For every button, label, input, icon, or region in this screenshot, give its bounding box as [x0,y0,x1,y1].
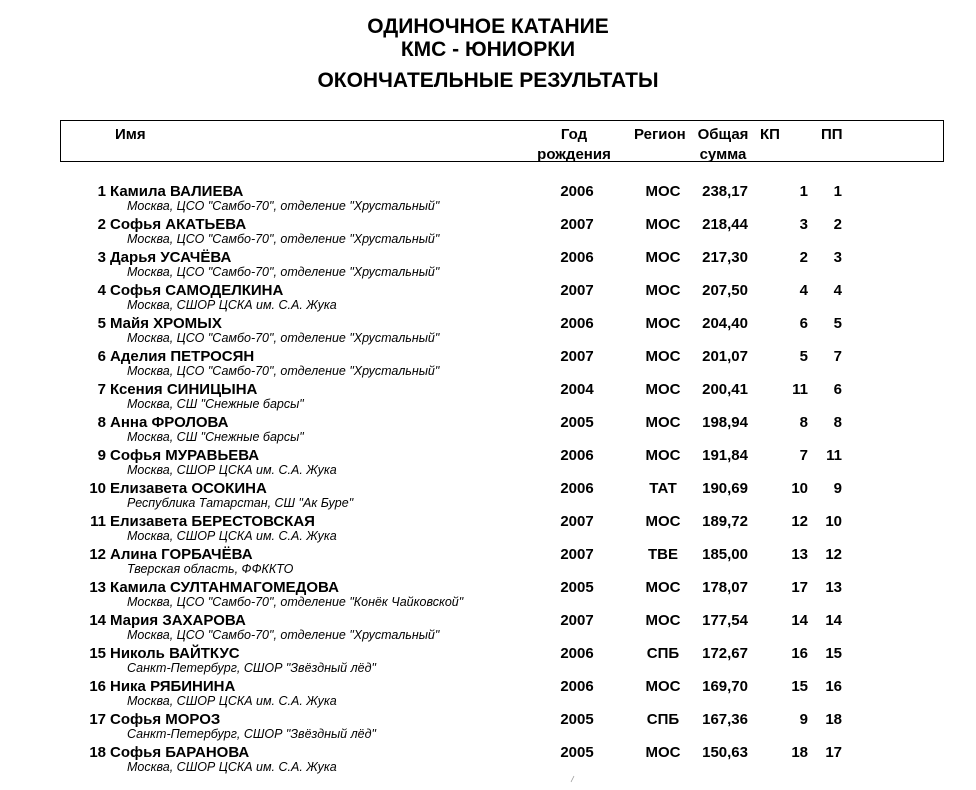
result-place: 12 [89,546,106,563]
result-row [0,579,976,612]
short-program-place: 4 [799,282,808,299]
birth-year: 2005 [560,414,594,431]
result-row [0,546,976,579]
result-place: 13 [89,579,106,596]
result-row [0,678,976,711]
total-score: 167,36 [702,711,748,728]
total-score: 201,07 [702,348,748,365]
header-name: Имя [115,126,146,143]
skater-name: Елизавета БЕРЕСТОВСКАЯ [110,513,315,530]
region-code: МОС [645,348,681,365]
free-skate-place: 15 [825,645,842,662]
short-program-place: 2 [799,249,808,266]
region-code: МОС [645,579,681,596]
total-score: 207,50 [702,282,748,299]
birth-year: 2006 [560,480,594,497]
skater-name: Софья АКАТЬЕВА [110,216,247,233]
region-code: МОС [645,216,681,233]
short-program-place: 14 [791,612,808,629]
skater-name: Аделия ПЕТРОСЯН [110,348,255,365]
total-score: 178,07 [702,579,748,596]
short-program-place: 12 [791,513,808,530]
header-region: Регион [634,126,686,143]
region-code: МОС [645,249,681,266]
short-program-place: 15 [791,678,808,695]
title-final-results: ОКОНЧАТЕЛЬНЫЕ РЕЗУЛЬТАТЫ [317,69,659,92]
free-skate-place: 10 [825,513,842,530]
scan-mark [570,775,576,783]
skater-name: Ника РЯБИНИНА [110,678,236,695]
birth-year: 2006 [560,249,594,266]
result-place: 16 [89,678,106,695]
header-total-line1: Общая [697,126,749,143]
free-skate-place: 11 [826,447,842,464]
skater-club: Санкт-Петербург, СШОР "Звёздный лёд" [127,661,376,675]
skater-club: Москва, ЦСО "Самбо-70", отделение "Конёк Чайковской" [127,595,464,609]
birth-year: 2007 [560,612,594,629]
short-program-place: 16 [791,645,808,662]
total-score: 177,54 [702,612,748,629]
result-row [0,216,976,249]
skater-name: Камила СУЛТАНМАГОМЕДОВА [110,579,339,596]
skater-name: Софья САМОДЕЛКИНА [110,282,284,299]
region-code: МОС [645,678,681,695]
free-skate-place: 16 [825,678,842,695]
result-row [0,183,976,216]
region-code: МОС [645,282,681,299]
skater-club: Москва, ЦСО "Самбо-70", отделение "Хрустальный" [127,265,440,279]
header-year-line2: рождения [537,146,611,163]
result-row [0,645,976,678]
birth-year: 2004 [560,381,594,398]
skater-name: Анна ФРОЛОВА [110,414,229,431]
result-place: 7 [97,381,106,398]
region-code: МОС [645,183,681,200]
skater-club: Москва, СШ "Снежные барсы" [127,430,304,444]
skater-name: Софья МУРАВЬЕВА [110,447,260,464]
short-program-place: 3 [799,216,808,233]
result-place: 1 [97,183,106,200]
free-skate-place: 13 [825,579,842,596]
result-row [0,447,976,480]
free-skate-place: 2 [833,216,842,233]
birth-year: 2005 [560,744,594,761]
free-skate-place: 5 [833,315,842,332]
result-place: 15 [89,645,106,662]
skater-club: Москва, ЦСО "Самбо-70", отделение "Хрустальный" [127,232,440,246]
region-code: МОС [645,513,681,530]
result-row [0,744,976,777]
region-code: МОС [645,447,681,464]
result-row [0,480,976,513]
result-row [0,249,976,282]
result-place: 6 [97,348,106,365]
result-row [0,414,976,447]
free-skate-place: 3 [833,249,842,266]
short-program-place: 5 [799,348,808,365]
free-skate-place: 6 [833,381,842,398]
table-header [60,120,944,162]
title-discipline: ОДИНОЧНОЕ КАТАНИЕ [367,15,609,38]
birth-year: 2006 [560,678,594,695]
skater-club: Москва, СШОР ЦСКА им. С.А. Жука [127,298,337,312]
birth-year: 2007 [560,513,594,530]
region-code: ТАТ [649,480,677,497]
result-place: 14 [89,612,106,629]
result-place: 9 [97,447,106,464]
birth-year: 2007 [560,216,594,233]
region-code: СПБ [646,645,680,662]
short-program-place: 6 [799,315,808,332]
region-code: МОС [645,315,681,332]
skater-club: Москва, СШОР ЦСКА им. С.А. Жука [127,463,337,477]
free-skate-place: 8 [833,414,842,431]
result-place: 5 [97,315,106,332]
skater-name: Майя ХРОМЫХ [110,315,222,332]
header-kp: КП [760,126,780,143]
total-score: 172,67 [702,645,748,662]
result-row [0,381,976,414]
skater-name: Камила ВАЛИЕВА [110,183,244,200]
total-score: 189,72 [702,513,748,530]
skater-club: Москва, СШОР ЦСКА им. С.А. Жука [127,760,337,774]
free-skate-place: 12 [825,546,842,563]
short-program-place: 13 [791,546,808,563]
result-place: 10 [89,480,106,497]
total-score: 200,41 [702,381,748,398]
skater-name: Алина ГОРБАЧЁВА [110,546,253,563]
birth-year: 2006 [560,183,594,200]
birth-year: 2007 [560,282,594,299]
skater-club: Санкт-Петербург, СШОР "Звёздный лёд" [127,727,376,741]
result-place: 11 [90,513,106,530]
region-code: СПБ [646,711,680,728]
birth-year: 2007 [560,348,594,365]
short-program-place: 9 [799,711,808,728]
birth-year: 2006 [560,447,594,464]
skater-name: Николь ВАЙТКУС [110,645,240,662]
skater-club: Москва, ЦСО "Самбо-70", отделение "Хрустальный" [127,199,440,213]
short-program-place: 8 [799,414,808,431]
skater-club: Республика Татарстан, СШ "Ак Буре" [127,496,354,510]
birth-year: 2006 [560,645,594,662]
result-row [0,711,976,744]
birth-year: 2005 [560,711,594,728]
total-score: 191,84 [702,447,748,464]
free-skate-place: 4 [833,282,842,299]
result-place: 8 [97,414,106,431]
skater-name: Дарья УСАЧЁВА [110,249,232,266]
free-skate-place: 1 [833,183,842,200]
region-code: МОС [645,744,681,761]
result-row [0,282,976,315]
region-code: МОС [645,381,681,398]
result-place: 18 [89,744,106,761]
skater-club: Москва, СШОР ЦСКА им. С.А. Жука [127,529,337,543]
region-code: МОС [645,414,681,431]
result-place: 17 [89,711,106,728]
region-code: МОС [645,612,681,629]
header-year [531,125,617,165]
free-skate-place: 18 [825,711,842,728]
total-score: 238,17 [702,183,748,200]
result-place: 3 [97,249,106,266]
result-row [0,348,976,381]
result-row [0,513,976,546]
result-row [0,612,976,645]
result-row [0,315,976,348]
short-program-place: 18 [791,744,808,761]
free-skate-place: 14 [825,612,842,629]
skater-club: Москва, ЦСО "Самбо-70", отделение "Хрустальный" [127,331,440,345]
skater-name: Софья МОРОЗ [110,711,221,728]
results-list [0,183,976,777]
skater-name: Елизавета ОСОКИНА [110,480,267,497]
skater-club: Москва, ЦСО "Самбо-70", отделение "Хрустальный" [127,364,440,378]
skater-club: Москва, СШ "Снежные барсы" [127,397,304,411]
result-place: 4 [97,282,106,299]
total-score: 204,40 [702,315,748,332]
header-total-line2: сумма [699,146,747,163]
free-skate-place: 7 [833,348,842,365]
total-score: 198,94 [702,414,748,431]
birth-year: 2007 [560,546,594,563]
total-score: 190,69 [702,480,748,497]
total-score: 217,30 [702,249,748,266]
free-skate-place: 9 [833,480,842,497]
short-program-place: 17 [791,579,808,596]
skater-name: Ксения СИНИЦЫНА [110,381,258,398]
short-program-place: 10 [791,480,808,497]
header-total [693,125,753,165]
total-score: 150,63 [702,744,748,761]
free-skate-place: 17 [825,744,842,761]
short-program-place: 7 [799,447,808,464]
skater-club: Москва, СШОР ЦСКА им. С.А. Жука [127,694,337,708]
skater-name: Мария ЗАХАРОВА [110,612,246,629]
short-program-place: 11 [792,381,808,398]
skater-club: Тверская область, ФФККТО [127,562,294,576]
total-score: 169,70 [702,678,748,695]
skater-name: Софья БАРАНОВА [110,744,250,761]
total-score: 218,44 [702,216,748,233]
header-pp: ПП [821,126,843,143]
skater-club: Москва, ЦСО "Самбо-70", отделение "Хрустальный" [127,628,440,642]
short-program-place: 1 [799,183,808,200]
birth-year: 2006 [560,315,594,332]
result-place: 2 [97,216,106,233]
header-year-line1: Год [560,126,588,143]
title-category: КМС - ЮНИОРКИ [400,38,576,61]
total-score: 185,00 [702,546,748,563]
birth-year: 2005 [560,579,594,596]
region-code: ТВЕ [648,546,678,563]
